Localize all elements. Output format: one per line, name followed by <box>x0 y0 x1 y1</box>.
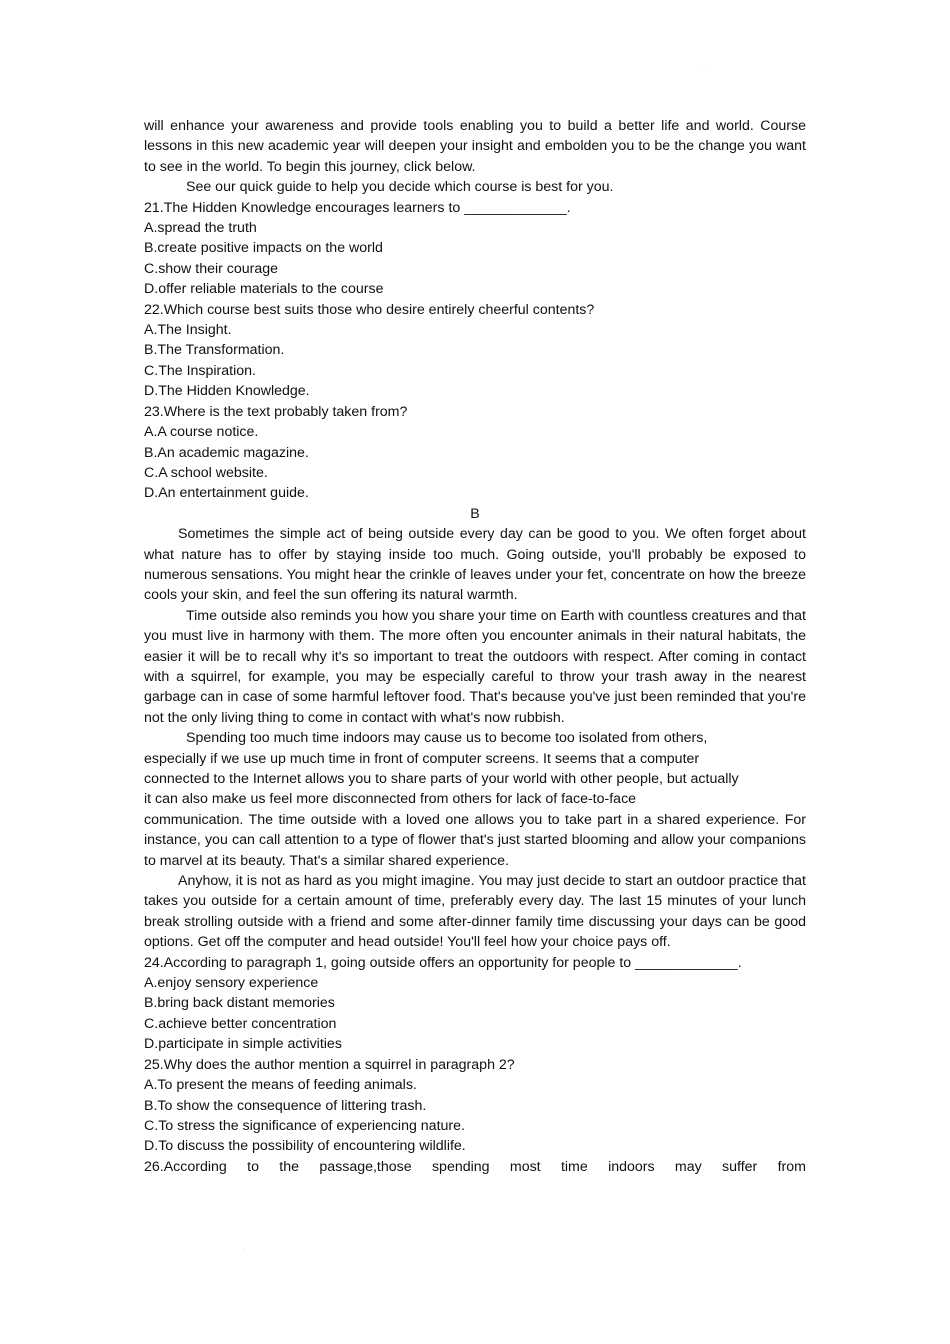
intro-paragraph: will enhance your awareness and provide tools enabling you to build a better life and world. Course lessons in this new academic year will deepen your insight and embolden you to be the change you want to see in the world. To begin this journey, click below. <box>144 118 806 175</box>
passage-paragraph-3 <box>144 728 806 871</box>
option-b: B.An academic magazine. <box>144 444 309 461</box>
option-d: D.To discuss the possibility of encountering wildlife. <box>144 1138 466 1155</box>
option-d: D.An entertainment guide. <box>144 485 309 502</box>
passage-paragraph-1: Sometimes the simple act of being outside every day can be good to you. We often forget about what nature has to offer by staying inside too much. Going outside, you'll probably be exposed to numerous sensations. You might hear the crinkle of leaves under your fet, concentrate on how the breeze cools your skin, and feel the sun offering its natural warmth. <box>144 526 806 604</box>
option-c: C.The Inspiration. <box>144 362 256 379</box>
option-a: A.A course notice. <box>144 424 259 441</box>
option-c: C.achieve better concentration <box>144 1015 337 1032</box>
option-c: C.To stress the significance of experiencing nature. <box>144 1117 465 1134</box>
question-25 <box>144 1055 806 1157</box>
question-stem: 23.Where is the text probably taken from? <box>144 403 408 420</box>
option-a: A.spread the truth <box>144 220 257 237</box>
option-b: B.To show the consequence of littering trash. <box>144 1097 427 1114</box>
option-c: C.show their courage <box>144 260 279 277</box>
document-page <box>144 116 806 1177</box>
question-stem: 21.The Hidden Knowledge encourages learners to _____________. <box>144 199 571 216</box>
paragraph-line: Spending too much time indoors may cause us to become too isolated from others, <box>186 730 708 747</box>
option-a: A.The Insight. <box>144 322 232 339</box>
question-stem: 22.Which course best suits those who desire entirely cheerful contents? <box>144 301 595 318</box>
option-d: D.The Hidden Knowledge. <box>144 383 310 400</box>
question-stem: 26.According to the passage,those spending most time indoors may suffer from <box>144 1158 806 1175</box>
option-b: B.The Transformation. <box>144 342 285 359</box>
option-b: B.create positive impacts on the world <box>144 240 383 257</box>
question-22 <box>144 300 806 402</box>
option-a: A.To present the means of feeding animals. <box>144 1077 417 1094</box>
passage-paragraph-2: Time outside also reminds you how you share your time on Earth with countless creatures and that you must live in harmony with them. The more often you encounter animals in their natural habitats, the easier it will be to recall why it's so important to treat the outdoors with respect. After coming in contact with a squirrel, for example, you may be especially careful to throw your trash away in the nearest garbage can in case of some harmful leftover food. That's because you've just been reminded that you're not the only living thing to come in contact with what's now rubbish. <box>144 607 806 726</box>
option-a: A.enjoy sensory experience <box>144 975 319 992</box>
paragraph-line: connected to the Internet allows you to share parts of your world with other people, but actually <box>144 771 739 787</box>
paragraph-continuation: communication. The time outside with a loved one allows you to take part in a shared experience. For instance, you can call attention to a type of flower that's just started blooming and allow your companions to marvel at its beauty. That's a similar shared experience. <box>144 811 806 869</box>
footer-mark: · <box>243 1247 245 1253</box>
paragraph-line: it can also make us feel more disconnected from others for lack of face-to-face <box>144 791 637 808</box>
question-23 <box>144 402 806 504</box>
paragraph-line: especially if we use up much time in front of computer screens. It seems that a computer <box>144 750 700 767</box>
guide-paragraph: See our quick guide to help you decide which course is best for you. <box>186 179 614 196</box>
question-stem: 24.According to paragraph 1, going outside offers an opportunity for people to _____________. <box>144 954 742 971</box>
option-d: D.offer reliable materials to the course <box>144 281 384 298</box>
section-label: B <box>470 505 480 522</box>
option-c: C.A school website. <box>144 464 268 481</box>
header-mark: · <box>703 66 705 72</box>
option-b: B.bring back distant memories <box>144 995 335 1012</box>
question-24 <box>144 953 806 1055</box>
question-21 <box>144 198 806 300</box>
passage-paragraph-4: Anyhow, it is not as hard as you might imagine. You may just decide to start an outdoor practice that takes you outside for a certain amount of time, preferably every day. The last 15 minutes of your lunch break strolling outside with a friend and some after-dinner family time discussing your days can be good options. Get off the computer and head outside! You'll feel how your choice pays off. <box>144 873 806 951</box>
question-stem: 25.Why does the author mention a squirrel in paragraph 2? <box>144 1056 515 1073</box>
option-d: D.participate in simple activities <box>144 1036 342 1053</box>
question-26 <box>144 1157 806 1177</box>
